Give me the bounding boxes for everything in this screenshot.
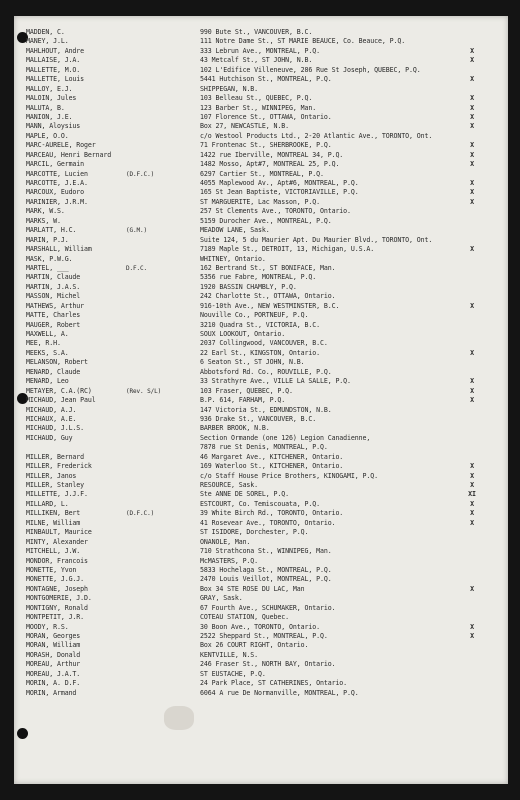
entry-name: MARCIL, Germain	[26, 160, 85, 169]
entry-address: 103 Fraser, QUEBEC, P.Q.	[200, 386, 293, 395]
entry-name: MONETTE, J.G.J.	[26, 575, 85, 584]
list-item	[14, 377, 508, 386]
entry-address: GRAY, Sask.	[200, 594, 243, 603]
list-item	[14, 330, 508, 339]
entry-mark: X	[470, 56, 474, 65]
list-item	[14, 575, 508, 584]
entry-name: MILLER, Frederick	[26, 462, 92, 471]
list-item	[14, 623, 508, 632]
entry-address: 257 St Clements Ave., TORONTO, Ontario.	[200, 207, 351, 216]
entry-address: c/o Staff House Price Brothers, KINOGAMI, P.Q.	[200, 471, 379, 480]
entry-name: MONTIGNY, Ronald	[26, 603, 88, 612]
entry-address: c/o Westool Products Ltd., 2-20 Atlantic Ave., TORONTO, Ont.	[200, 131, 433, 140]
entry-name: MARSHALL, William	[26, 245, 92, 254]
entry-address: Box 26 COURT RIGHT, Ontario.	[200, 641, 309, 650]
entry-name: MALUTA, B.	[26, 103, 65, 112]
entry-address: 24 Park Place, ST CATHERINES, Ontario.	[200, 679, 348, 688]
list-item	[14, 519, 508, 528]
entry-name: MARCOTTE, J.E.A.	[26, 179, 88, 187]
entry-name: MARTIN, J.A.S.	[26, 282, 81, 291]
entry-name: MOODY, R.S.	[26, 622, 69, 631]
entry-mark: X	[470, 197, 474, 206]
list-item	[14, 566, 508, 575]
list-item	[14, 387, 508, 396]
entry-mark: X	[470, 103, 474, 112]
entry-name: MILLER, Janos	[26, 471, 77, 480]
list-item	[14, 660, 508, 669]
entry-name: MARTIN, Claude	[26, 273, 81, 282]
list-item	[14, 632, 508, 641]
entry-name: MICHAUD, J.L.S.	[26, 424, 85, 433]
entry-mark: X	[470, 481, 474, 489]
entry-name: MARIN, P.J.	[26, 235, 69, 244]
entry-mark: XI	[468, 490, 476, 499]
entry-name: MORAN, William	[26, 641, 81, 650]
list-item	[14, 358, 508, 367]
entry-address: ST ISIDORE, Dorchester, P.Q.	[200, 528, 309, 537]
entry-mark: X	[470, 622, 474, 631]
entry-name: MICHAUD, A.J.	[26, 405, 77, 414]
list-item	[14, 321, 508, 330]
entry-mark: X	[470, 509, 474, 518]
entry-name: MALOIN, Jules	[26, 94, 77, 103]
entry-name: MALLETTE, M.O.	[26, 65, 81, 74]
entry-name: MAPLE, O.O.	[26, 131, 69, 140]
list-item	[14, 273, 508, 282]
entry-address: Box 34 STE ROSE DU LAC, Man	[200, 584, 305, 593]
entry-address: 3210 Quadra St., VICTORIA, B.C.	[200, 320, 320, 329]
list-item	[14, 472, 508, 481]
list-item	[14, 170, 508, 179]
entry-mark: X	[470, 150, 474, 159]
entry-mark: X	[470, 584, 474, 593]
entry-mark: X	[470, 471, 474, 480]
list-item	[14, 264, 508, 273]
list-item	[14, 94, 508, 103]
entry-address: COTEAU STATION, Quebec.	[200, 613, 290, 622]
entry-address: Section Ormande (one 126) Legion Canadienne,	[200, 433, 371, 442]
list-item	[14, 236, 508, 245]
entry-address: 246 Fraser St., NORTH BAY, Ontario.	[200, 660, 336, 669]
entry-address: MEADOW LANE, Sask.	[200, 226, 270, 235]
list-item	[14, 339, 508, 348]
list-item	[14, 424, 508, 433]
entry-name: MORAN, Georges	[26, 632, 81, 640]
entry-name: MASK, P.W.G.	[26, 254, 73, 263]
entry-name: MADDEN, C.	[26, 28, 65, 36]
list-item	[14, 406, 508, 415]
entry-address: 169 Waterloo St., KITCHENER, Ontario.	[200, 462, 344, 471]
entry-address: 165 St Jean Baptiste, VICTORIAVILLE, P.Q.	[200, 188, 359, 197]
entry-name: MILLER, Bernard	[26, 452, 85, 461]
entry-address: 5356 rue Fabre, MONTREAL, P.Q.	[200, 273, 317, 282]
entry-address: Abbotsford Rd. Co., ROUVILLE, P.Q.	[200, 367, 332, 376]
list-item	[14, 283, 508, 292]
entry-address: B.P. 614, FARHAM, P.Q.	[200, 396, 286, 405]
list-item	[14, 113, 508, 122]
entry-address: Nouville Co., PORTNEUF, P.Q.	[200, 311, 309, 320]
entry-mark: X	[470, 46, 474, 55]
entry-mark: X	[470, 122, 474, 131]
list-item	[14, 349, 508, 358]
entry-mark: X	[470, 462, 474, 471]
entry-name: MOREAU, J.A.T.	[26, 669, 81, 678]
list-item	[14, 396, 508, 405]
entry-address: 107 Florence St., OTTAWA, Ontario.	[200, 112, 332, 121]
entry-name: MONTPETIT, J.R.	[26, 613, 85, 622]
address-list	[14, 28, 508, 698]
entry-address: 41 Rosevear Ave., TORONTO, Ontario.	[200, 518, 336, 527]
entry-address: ESTCOURT, Co. Temiscouata, P.Q.	[200, 499, 320, 508]
entry-address: 1482 Mosso, Apt#7, MONTREAL 25, P.Q.	[200, 160, 340, 169]
list-item	[14, 66, 508, 75]
entry-address: 242 Charlotte St., OTTAWA, Ontario.	[200, 292, 336, 301]
entry-mark: X	[470, 179, 474, 187]
entry-name: MELANSON, Robert	[26, 358, 88, 367]
entry-address: ONANOLE, Man.	[200, 537, 251, 546]
entry-mark: X	[470, 94, 474, 103]
list-item	[14, 462, 508, 471]
entry-name: METAYER, C.A.(RC)	[26, 386, 92, 395]
entry-address: KENTVILLE, N.S.	[200, 650, 259, 659]
list-item	[14, 434, 508, 443]
entry-mark: X	[470, 245, 474, 254]
list-item	[14, 151, 508, 160]
entry-decoration: D.F.C.	[126, 264, 148, 272]
entry-address: 7189 Maple St., DETROIT, 13, Michigan, U.S.A.	[200, 245, 375, 254]
entry-name: MILLETTE, J.J.F.	[26, 490, 88, 499]
entry-name: MASSON, Michel	[26, 292, 81, 301]
entry-name: MONTAGNE, Joseph	[26, 584, 88, 593]
entry-mark: X	[470, 160, 474, 169]
entry-name: MAXWELL, A.	[26, 330, 69, 338]
entry-address: BARBER BROOK, N.B.	[200, 424, 270, 433]
entry-name: MENARD, Claude	[26, 367, 81, 376]
entry-address: 4055 Maplewood Av., Apt#6, MONTREAL, P.Q.	[200, 179, 359, 187]
entry-mark: X	[470, 75, 474, 84]
entry-address: 22 Earl St., KINGSTON, Ontario.	[200, 348, 320, 357]
entry-name: MANEY, J.L.	[26, 37, 69, 46]
entry-address: 2037 Collingwood, VANCOUVER, B.C.	[200, 339, 328, 348]
entry-name: MINTY, Alexander	[26, 537, 88, 546]
entry-name: MALLOY, E.J.	[26, 84, 73, 93]
entry-address: McMASTERS, P.Q.	[200, 556, 259, 565]
entry-name: MONDOR, Francois	[26, 556, 88, 565]
entry-decoration: (G.M.)	[126, 227, 148, 235]
entry-address: 123 Barber St., WINNIPEG, Man.	[200, 103, 317, 112]
list-item	[14, 179, 508, 188]
entry-name: MORASH, Donald	[26, 650, 81, 659]
entry-address: Ste ANNE DE SOREL, P.Q.	[200, 490, 290, 499]
list-item	[14, 547, 508, 556]
entry-address: WHITNEY, Ontario.	[200, 254, 266, 263]
entry-address: 7878 rue St Denis, MONTREAL, P.Q.	[200, 443, 328, 452]
entry-address: 916-10th Ave., NEW WESTMINSTER, B.C.	[200, 301, 340, 310]
list-item	[14, 368, 508, 377]
list-item	[14, 207, 508, 216]
entry-name: MENARD, Leo	[26, 377, 69, 386]
list-item	[14, 594, 508, 603]
entry-name: MARTEL, ___	[26, 263, 69, 272]
list-item	[14, 122, 508, 131]
entry-name: MALLETTE, Louis	[26, 75, 85, 84]
entry-address: 67 Fourth Ave., SCHUMAKER, Ontario.	[200, 603, 336, 612]
entry-address: Box 27, NEWCASTLE, N.B.	[200, 122, 290, 131]
entry-name: MARK, W.S.	[26, 207, 65, 216]
entry-decoration: (Rev. S/L)	[126, 387, 162, 395]
entry-mark: X	[470, 348, 474, 357]
entry-name: MARCOTTE, Lucien	[26, 169, 88, 178]
entry-address: 39 White Birch Rd., TORONTO, Ontario.	[200, 509, 344, 518]
entry-name: MORIN, A. D.F.	[26, 679, 81, 688]
list-item	[14, 37, 508, 46]
entry-address: 162 Bertrand St., ST BONIFACE, Man.	[200, 263, 336, 272]
entry-address: 1920 BASSIN CHAMBLY, P.Q.	[200, 282, 297, 291]
list-item	[14, 538, 508, 547]
list-item	[14, 689, 508, 698]
document-page	[14, 16, 508, 784]
entry-name: MAHLHOUT, Andre	[26, 46, 85, 55]
entry-name: MAUGER, Robert	[26, 320, 81, 329]
list-item	[14, 104, 508, 113]
list-item	[14, 670, 508, 679]
entry-mark: X	[470, 112, 474, 121]
entry-name: MARCOUX, Eudoro	[26, 188, 85, 197]
entry-address: 710 Strathcona St., WINNIPEG, Man.	[200, 547, 332, 556]
entry-name: MANN, Aloysius	[26, 122, 81, 131]
entry-name: MILNE, William	[26, 518, 81, 527]
entry-name: MARINIER, J.R.M.	[26, 197, 88, 206]
paper-stain	[164, 706, 194, 730]
list-item	[14, 613, 508, 622]
entry-address: 5159 Durocher Ave., MONTREAL, P.Q.	[200, 216, 332, 225]
list-item	[14, 292, 508, 301]
entry-name: MARCEAU, Henri Bernard	[26, 150, 112, 159]
entry-address: Suite 124, 5 du Maurier Apt. Du Maurier Blvd., TORONTO, Ont.	[200, 235, 433, 244]
list-item	[14, 500, 508, 509]
entry-address: 1422 rue Iberville, MONTREAL 34, P.Q.	[200, 150, 344, 159]
list-item	[14, 226, 508, 235]
entry-mark: X	[470, 188, 474, 197]
entry-name: MATTE, Charles	[26, 311, 81, 320]
list-item	[14, 311, 508, 320]
list-item	[14, 415, 508, 424]
entry-address: ST MARGUERITE, Lac Masson, P.Q.	[200, 197, 320, 206]
entry-address: 147 Victoria St., EDMUNDSTON, N.B.	[200, 405, 332, 414]
entry-name: MITCHELL, J.W.	[26, 547, 81, 556]
entry-address: 5833 Hochelaga St., MONTREAL, P.Q.	[200, 565, 332, 574]
list-item	[14, 28, 508, 37]
entry-mark: X	[470, 301, 474, 310]
entry-name: MATHEWS, Arthur	[26, 301, 85, 310]
entry-name: MOREAU, Arthur	[26, 660, 81, 669]
entry-name: MALLAISE, J.A.	[26, 56, 81, 65]
entry-address: 6297 Cartier St., MONTREAL, P.Q.	[200, 169, 324, 178]
list-item	[14, 557, 508, 566]
entry-name: MARC-AURELE, Roger	[26, 141, 96, 150]
list-item	[14, 604, 508, 613]
entry-address: 46 Margaret Ave., KITCHENER, Ontario.	[200, 452, 344, 461]
entry-name: MILLIKEN, Bert	[26, 509, 81, 518]
list-item	[14, 217, 508, 226]
entry-name: MARLATT, H.C.	[26, 226, 77, 235]
list-item	[14, 85, 508, 94]
list-item	[14, 528, 508, 537]
list-item	[14, 302, 508, 311]
list-item	[14, 453, 508, 462]
entry-address: 6 Seaton St., ST JOHN, N.B.	[200, 358, 305, 367]
entry-address: 5441 Hutchison St., MONTREAL, P.Q.	[200, 75, 332, 84]
entry-address: 2522 Sheppard St., MONTREAL, P.Q.	[200, 632, 328, 640]
entry-decoration: (D.F.C.)	[126, 170, 155, 178]
entry-decoration: (D.F.C.)	[126, 510, 155, 518]
entry-address: SOUX LOOKOUT, Ontario.	[200, 330, 286, 338]
entry-name: MONTGOMERIE, J.D.	[26, 594, 92, 603]
list-item	[14, 443, 508, 452]
entry-name: MICHAUD, Jean Paul	[26, 396, 96, 405]
entry-name: MONETTE, Yvon	[26, 565, 77, 574]
list-item	[14, 651, 508, 660]
entry-name: MICHAUX, A.E.	[26, 414, 77, 423]
list-item	[14, 490, 508, 499]
list-item	[14, 641, 508, 650]
entry-mark: X	[470, 518, 474, 527]
entry-address: 43 Metcalf St., ST JOHN, N.B.	[200, 56, 313, 65]
list-item	[14, 160, 508, 169]
entry-address: 30 Boon Ave., TORONTO, Ontario.	[200, 622, 320, 631]
entry-address: 990 Bute St., VANCOUVER, B.C.	[200, 28, 313, 36]
entry-address: ST EUSTACHE, P.Q.	[200, 669, 266, 678]
entry-address: 102 L'Edifice Villeneuve, 286 Rue St Joseph, QUEBEC, P.Q.	[200, 65, 421, 74]
entry-name: MILLER, Stanley	[26, 481, 85, 489]
entry-mark: X	[470, 386, 474, 395]
entry-mark: X	[470, 377, 474, 386]
entry-name: MEEKS, S.A.	[26, 348, 69, 357]
entry-address: 936 Drake St., VANCOUVER, B.C.	[200, 414, 317, 423]
entry-address: 71 Frontenac St., SHERBROOKE, P.Q.	[200, 141, 332, 150]
entry-address: 2470 Louis Veillot, MONTREAL, P.Q.	[200, 575, 332, 584]
list-item	[14, 47, 508, 56]
entry-name: MICHAUD, Guy	[26, 433, 73, 442]
entry-address: 333 Lebrun Ave., MONTREAL, P.Q.	[200, 46, 320, 55]
list-item	[14, 255, 508, 264]
entry-name: MILLARD, L.	[26, 499, 69, 508]
entry-name: MINBAULT, Maurice	[26, 528, 92, 537]
list-item	[14, 245, 508, 254]
list-item	[14, 509, 508, 518]
entry-mark: X	[470, 632, 474, 640]
list-item	[14, 75, 508, 84]
list-item	[14, 188, 508, 197]
list-item	[14, 56, 508, 65]
entry-name: MANION, J.E.	[26, 112, 73, 121]
entry-address: SHIPPEGAN, N.B.	[200, 84, 259, 93]
entry-address: RESOURCE, Sask.	[200, 481, 259, 489]
entry-mark: X	[470, 141, 474, 150]
entry-mark: X	[470, 396, 474, 405]
list-item	[14, 132, 508, 141]
list-item	[14, 679, 508, 688]
entry-name: MARKS, W.	[26, 216, 61, 225]
entry-address: 33 Strathyre Ave., VILLE LA SALLE, P.Q.	[200, 377, 351, 386]
list-item	[14, 141, 508, 150]
punch-hole-bottom	[17, 728, 28, 739]
list-item	[14, 481, 508, 490]
list-item	[14, 198, 508, 207]
list-item	[14, 585, 508, 594]
entry-address: 103 Belleau St., QUEBEC, P.Q.	[200, 94, 313, 103]
entry-address: 6064 A rue De Normanville, MONTREAL, P.Q.	[200, 688, 359, 697]
entry-address: 111 Notre Dame St., ST MARIE BEAUCE, Co. Beauce, P.Q.	[200, 37, 406, 46]
entry-name: MEE, R.H.	[26, 339, 61, 348]
entry-mark: X	[470, 499, 474, 508]
entry-name: MORIN, Armand	[26, 688, 77, 697]
